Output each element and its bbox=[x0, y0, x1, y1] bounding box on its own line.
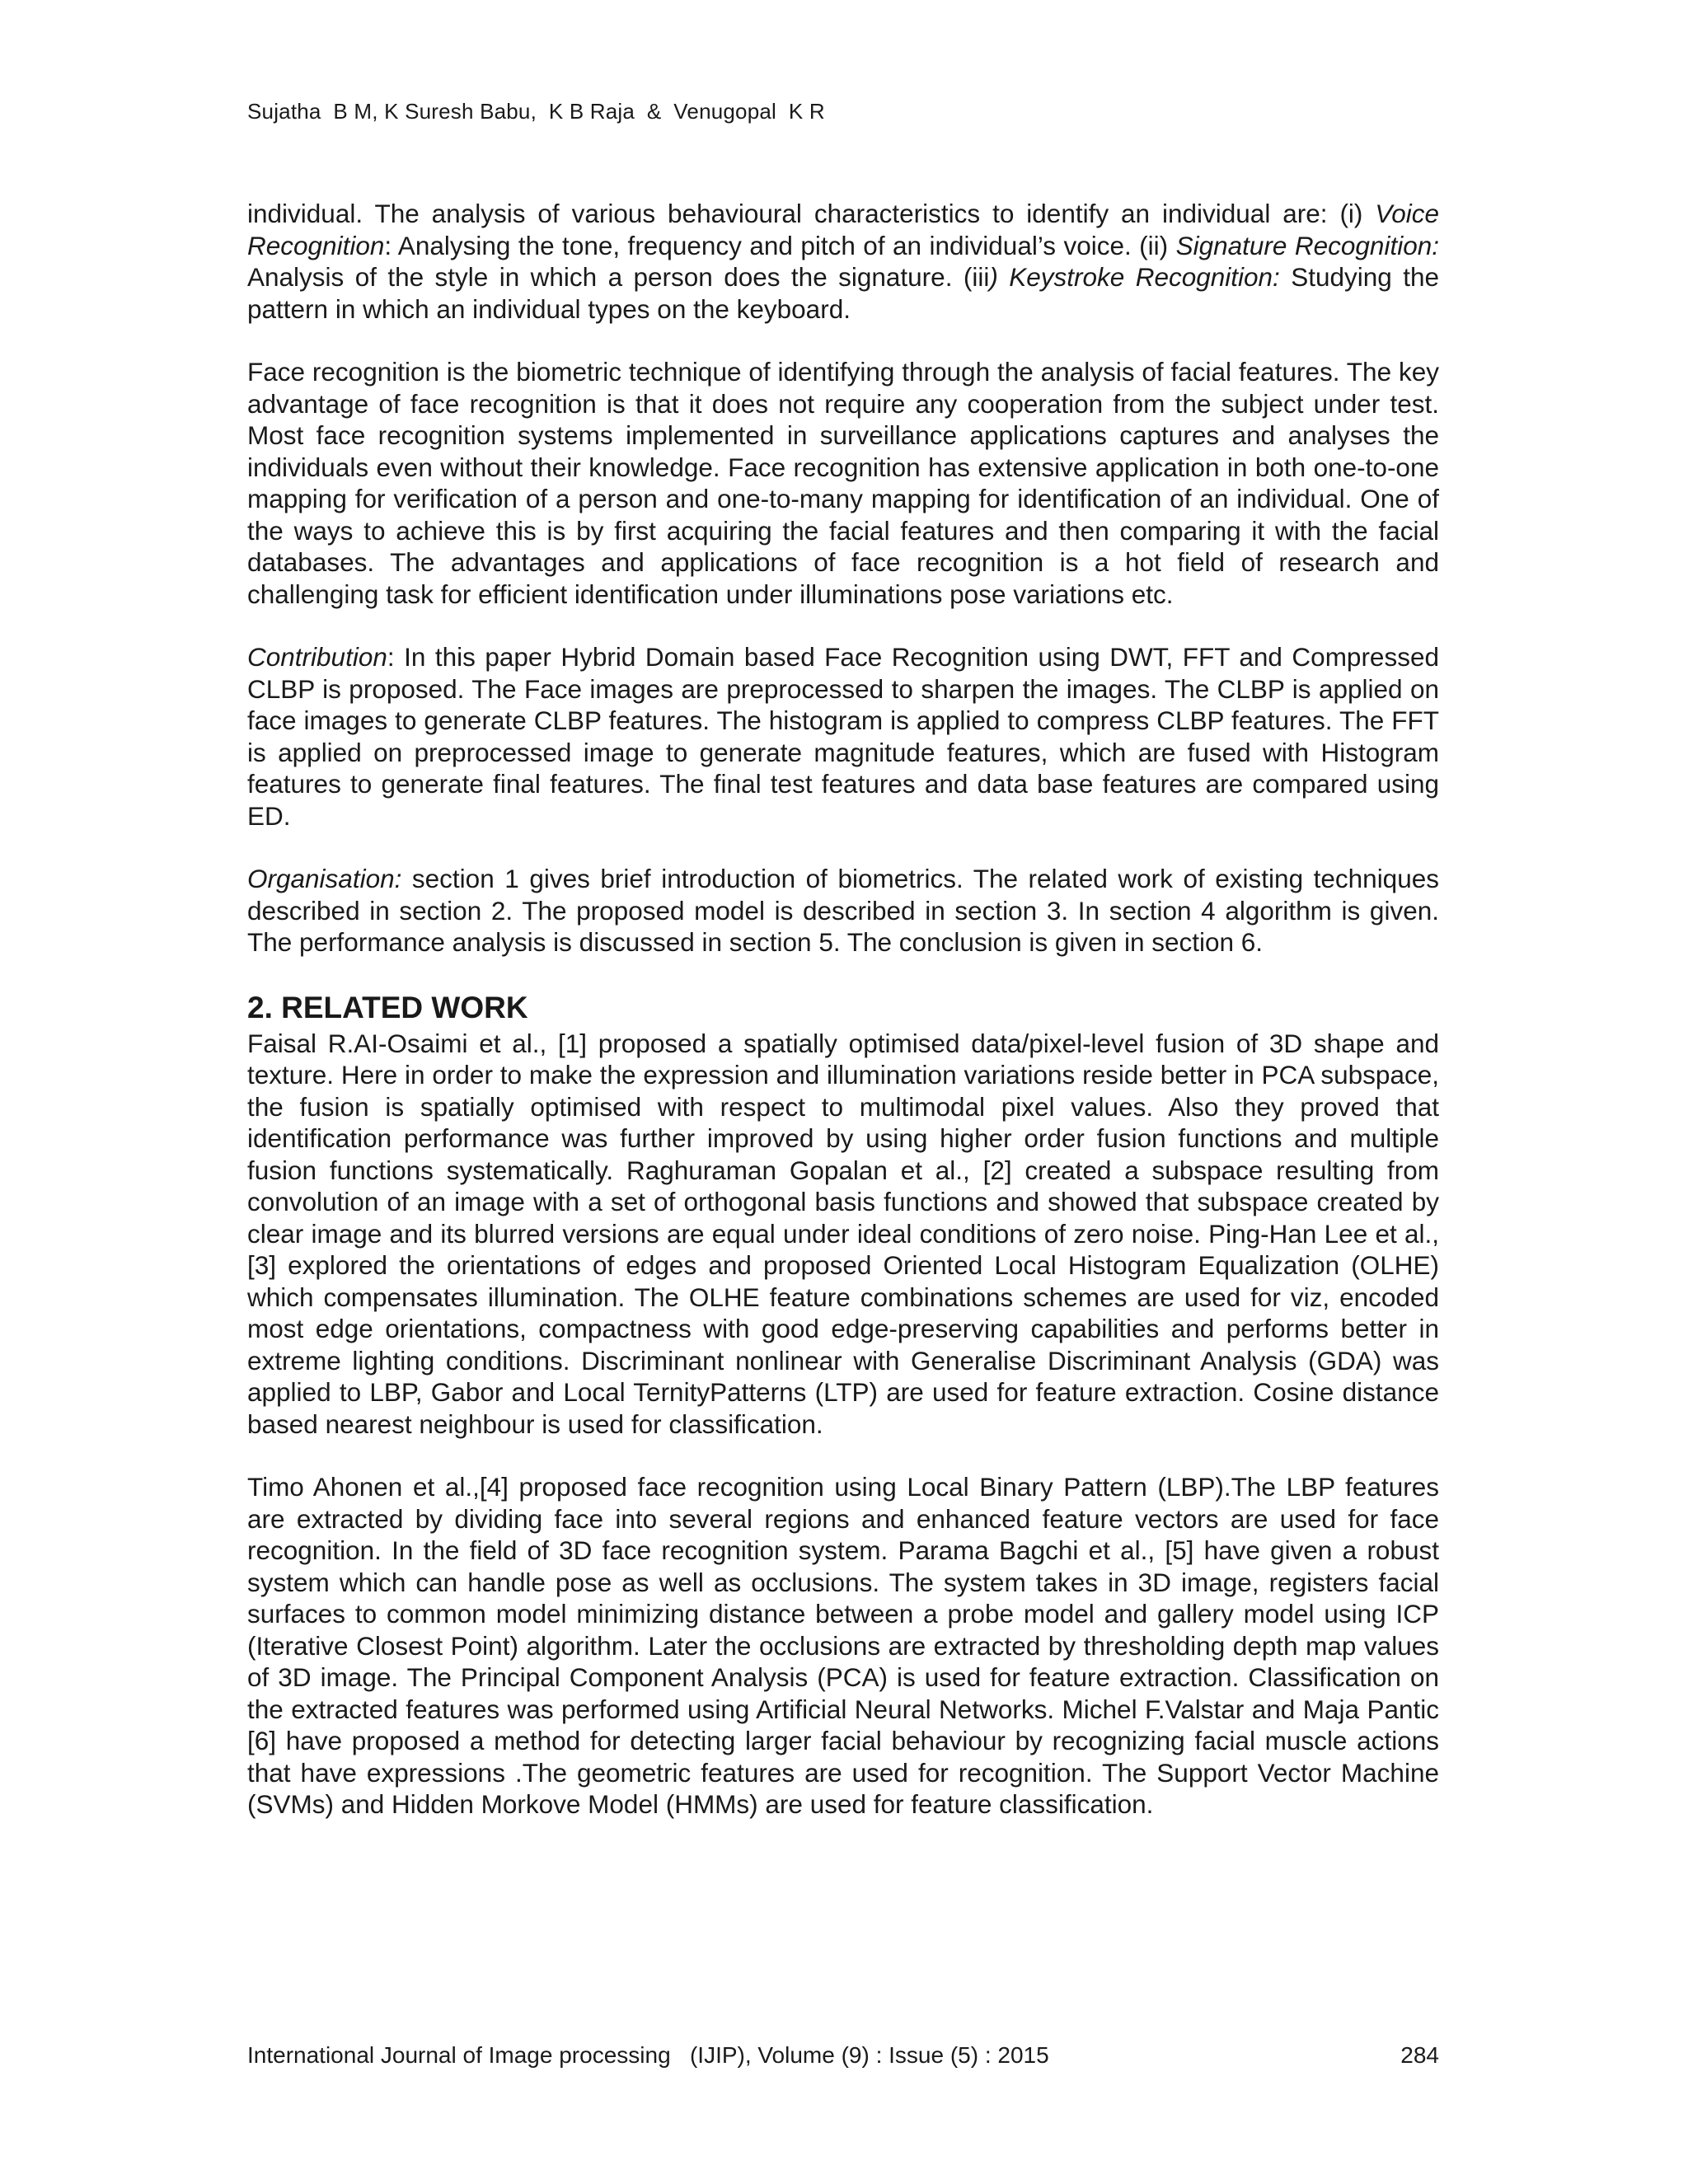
section-heading-related-work: 2. RELATED WORK bbox=[247, 990, 528, 1024]
footer-page-number: 284 bbox=[1400, 2042, 1439, 2068]
footer-journal-citation: International Journal of Image processing (IJIP), Volume (9) : Issue (5) : 2015 bbox=[247, 2042, 1049, 2068]
paragraph-related-work-1: Faisal R.AI-Osaimi et al., [1] proposed a spatially optimised data/pixel-level fusion of 3D shape and texture. Here in order to make the expression and illumination variations reside better in PCA subspace, the fusion is spatially optimised with respect to multimodal pixel values. Also they proved that identification performance was further improved by using higher order fusion functions and multiple fusion functions systematically. Raghuraman Gopalan et al., [2] created a subspace resulting from convolution of an image with a set of orthogonal basis functions and showed that subspace created by clear image and its blurred versions are equal under ideal conditions of zero noise. Ping-Han Lee et al., [3] explored the orientations of edges and proposed Oriented Local Histogram Equalization (OLHE) which compensates illumination. The OLHE feature combinations schemes are used for viz, encoded most edge orientations, compactness with good edge-preserving capabilities and performs better in extreme lighting conditions. Discriminant nonlinear with Generalise Discriminant Analysis (GDA) was applied to LBP, Gabor and Local TernityPatterns (LTP) are used for feature extraction. Cosine distance based nearest neighbour is used for classification. bbox=[247, 1028, 1439, 1439]
paragraph-behavioural-characteristics bbox=[247, 198, 1439, 325]
voice-recognition-term: Voice Recognition bbox=[247, 199, 1439, 260]
paragraph-text: : In this paper Hybrid Domain based Face Recognition using DWT, FFT and Compressed CLBP is proposed. The Face images are preprocessed to sharpen the images. The CLBP is applied on face images to generate CLBP features. The histogram is applied to compress CLBP features. The FFT is applied on preprocessed image to generate magnitude features, which are fused with Histogram features to generate final features. The final test features and data base features are compared using ED. bbox=[247, 642, 1439, 831]
contribution-label: Contribution bbox=[247, 642, 387, 672]
paragraph-text: Analysis of the style in which a person does the signature. (iii bbox=[247, 262, 990, 292]
paragraph-text: : Analysing the tone, frequency and pitch of an individual’s voice. (ii) bbox=[384, 230, 1176, 260]
paragraph-organisation bbox=[247, 863, 1439, 958]
paragraph-contribution bbox=[247, 641, 1439, 832]
paragraph-text: individual. The analysis of various behavioural characteristics to identify an individual are: (i) bbox=[247, 199, 1376, 228]
page-body bbox=[247, 198, 1439, 1852]
signature-recognition-term: Signature Recognition: bbox=[1175, 230, 1439, 260]
keystroke-recognition-term: ) Keystroke Recognition: bbox=[989, 262, 1280, 292]
paragraph-text: Studying the pattern in which an individual types on the keyboard. bbox=[247, 262, 1439, 324]
paragraph-face-recognition: Face recognition is the biometric technique of identifying through the analysis of facial features. The key advantage of face recognition is that it does not require any cooperation from the subject under test. Most face recognition systems implemented in surveillance applications captures and analyses the individuals even without their knowledge. Face recognition has extensive application in both one-to-one mapping for verification of a person and one-to-many mapping for identification of an individual. One of the ways to achieve this is by first acquiring the facial features and then comparing it with the facial databases. The advantages and applications of face recognition is a hot field of research and challenging task for efficient identification under illuminations pose variations etc. bbox=[247, 357, 1439, 609]
organisation-label: Organisation: bbox=[247, 864, 402, 893]
paragraph-related-work-2: Timo Ahonen et al.,[4] proposed face recognition using Local Binary Pattern (LBP).The LBP features are extracted by dividing face into several regions and enhanced feature vectors are used for face recognition. In the field of 3D face recognition system. Parama Bagchi et al., [5] have given a robust system which can handle pose as well as occlusions. The system takes in 3D image, registers facial surfaces to common model minimizing distance between a probe model and gallery model using ICP (Iterative Closest Point) algorithm. Later the occlusions are extracted by thresholding depth map values of 3D image. The Principal Component Analysis (PCA) is used for feature extraction. Classification on the extracted features was performed using Artificial Neural Networks. Michel F.Valstar and Maja Pantic [6] have proposed a method for detecting larger facial behaviour by recognizing facial muscle actions that have expressions .The geometric features are used for recognition. The Support Vector Machine (SVMs) and Hidden Morkove Model (HMMs) are used for feature classification. bbox=[247, 1472, 1439, 1819]
running-header-authors: Sujatha B M, K Suresh Babu, K B Raja & Venugopal K R bbox=[247, 99, 825, 124]
paragraph-text: section 1 gives brief introduction of biometrics. The related work of existing techniques described in section 2. The proposed model is described in section 3. In section 4 algorithm is given. The performance analysis is discussed in section 5. The conclusion is given in section 6. bbox=[247, 864, 1439, 957]
page-footer bbox=[247, 2042, 1439, 2069]
